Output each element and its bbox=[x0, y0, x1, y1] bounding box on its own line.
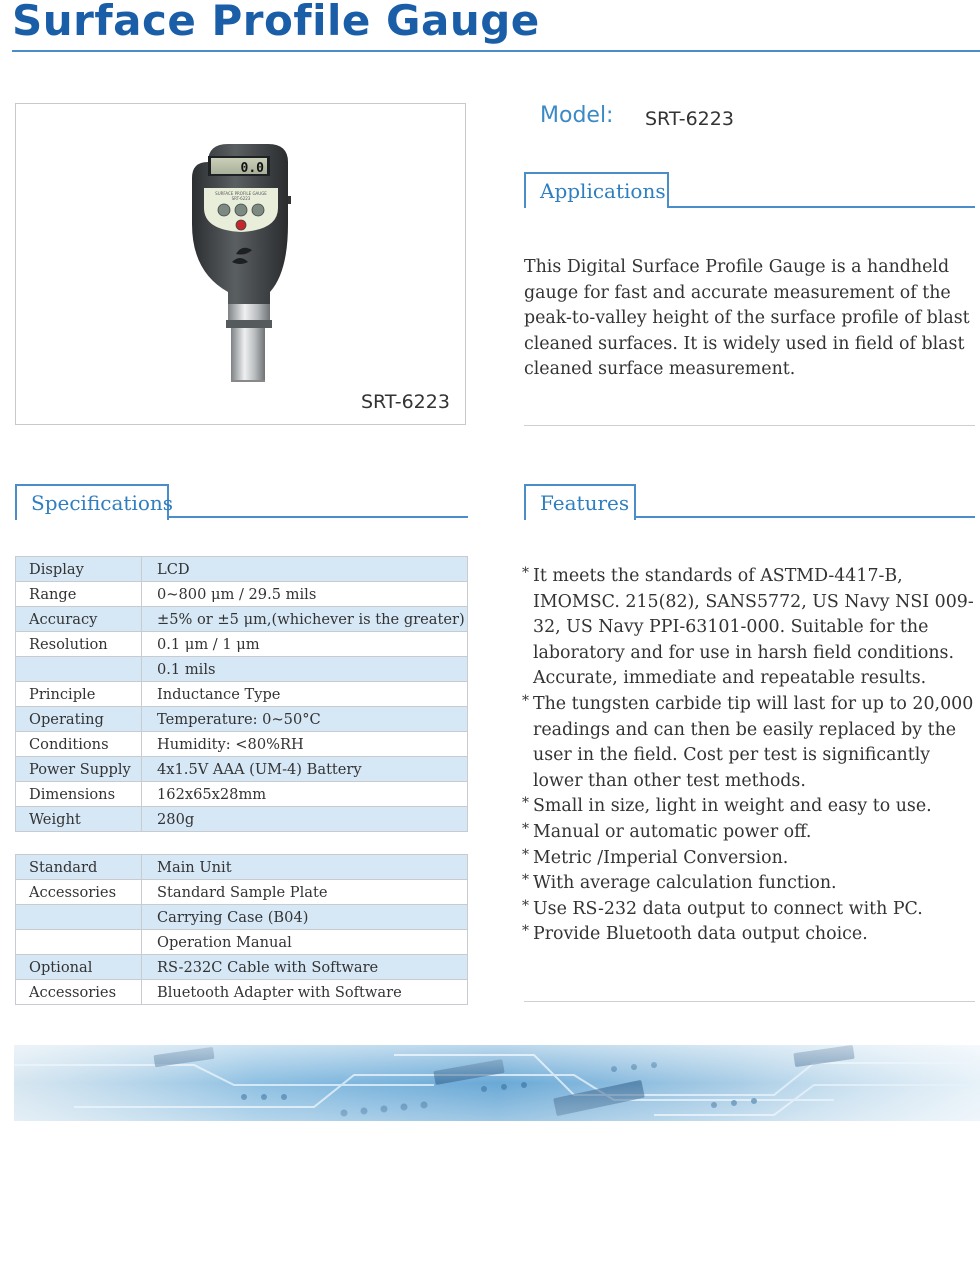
accessory-value: Bluetooth Adapter with Software bbox=[142, 980, 468, 1005]
feature-item bbox=[522, 922, 980, 948]
feature-item bbox=[522, 564, 980, 692]
table-row bbox=[16, 707, 468, 732]
spec-label: Dimensions bbox=[16, 782, 142, 807]
product-image-frame bbox=[15, 103, 466, 425]
spec-label: Resolution bbox=[16, 632, 142, 657]
feature-text: Metric /Imperial Conversion. bbox=[533, 847, 789, 868]
spec-label: Operating bbox=[16, 707, 142, 732]
feature-item bbox=[522, 820, 980, 846]
accessory-label bbox=[16, 930, 142, 955]
table-row bbox=[16, 757, 468, 782]
accessories-table bbox=[15, 854, 468, 1005]
table-row bbox=[16, 880, 468, 905]
accessory-value: RS-232C Cable with Software bbox=[142, 955, 468, 980]
accessory-value: Operation Manual bbox=[142, 930, 468, 955]
bullet-star: * bbox=[522, 795, 529, 812]
table-row bbox=[16, 855, 468, 880]
applications-divider bbox=[524, 425, 975, 426]
feature-text: Manual or automatic power off. bbox=[533, 821, 812, 842]
spec-value: 280g bbox=[142, 807, 468, 832]
spec-value: 162x65x28mm bbox=[142, 782, 468, 807]
accessory-label: Standard bbox=[16, 855, 142, 880]
spec-label: Principle bbox=[16, 682, 142, 707]
table-row bbox=[16, 557, 468, 582]
table-row bbox=[16, 732, 468, 757]
spec-label: Display bbox=[16, 557, 142, 582]
spec-label bbox=[16, 657, 142, 682]
feature-text: The tungsten carbide tip will last for up to 20,000 readings and can then be easily replaced by the user in the field. Cost per test is significantly lower than other test methods. bbox=[533, 693, 974, 791]
accessory-value: Main Unit bbox=[142, 855, 468, 880]
specifications-table bbox=[15, 556, 468, 832]
table-row bbox=[16, 807, 468, 832]
feature-item bbox=[522, 846, 980, 872]
svg-text:SRT-6223: SRT-6223 bbox=[231, 196, 251, 201]
spec-value: LCD bbox=[142, 557, 468, 582]
spec-label: Accuracy bbox=[16, 607, 142, 632]
gauge-product-image bbox=[16, 104, 467, 426]
specifications-heading: Specifications bbox=[15, 484, 169, 520]
bullet-star: * bbox=[522, 897, 529, 914]
bullet-star: * bbox=[522, 565, 529, 581]
bullet-star: * bbox=[522, 872, 529, 889]
bullet-star: * bbox=[522, 692, 529, 709]
features-list bbox=[522, 564, 980, 948]
accessory-label: Accessories bbox=[16, 880, 142, 905]
page-title: Surface Profile Gauge bbox=[12, 0, 540, 45]
bullet-star: * bbox=[522, 923, 529, 940]
features-heading-underline bbox=[634, 516, 975, 518]
title-divider bbox=[12, 50, 980, 52]
table-row bbox=[16, 905, 468, 930]
applications-heading: Applications bbox=[524, 172, 669, 208]
bullet-star: * bbox=[522, 846, 529, 863]
feature-text: Small in size, light in weight and easy to use. bbox=[533, 796, 932, 817]
table-row bbox=[16, 980, 468, 1005]
table-row bbox=[16, 955, 468, 980]
spec-value: ±5% or ±5 μm,(whichever is the greater) bbox=[142, 607, 468, 632]
specifications-heading-underline bbox=[167, 516, 468, 518]
spec-value: 0~800 μm / 29.5 mils bbox=[142, 582, 468, 607]
accessory-value: Standard Sample Plate bbox=[142, 880, 468, 905]
accessory-value: Carrying Case (B04) bbox=[142, 905, 468, 930]
table-row bbox=[16, 632, 468, 657]
feature-item bbox=[522, 692, 980, 794]
accessory-label bbox=[16, 905, 142, 930]
feature-item bbox=[522, 871, 980, 897]
circuit-board-banner bbox=[14, 1045, 980, 1121]
spec-value: Temperature: 0~50°C bbox=[142, 707, 468, 732]
applications-text: This Digital Surface Profile Gauge is a handheld gauge for fast and accurate measurement of the peak-to-valley height of the surface profile of blast cleaned surfaces. It is widely used in field of blast cleaned surface measurement. bbox=[524, 257, 970, 380]
accessory-label: Optional bbox=[16, 955, 142, 980]
table-row bbox=[16, 930, 468, 955]
spec-label: Conditions bbox=[16, 732, 142, 757]
applications-heading-underline bbox=[667, 206, 975, 208]
feature-text: Provide Bluetooth data output choice. bbox=[533, 924, 868, 945]
spec-label: Power Supply bbox=[16, 757, 142, 782]
table-row bbox=[16, 607, 468, 632]
model-value: SRT-6223 bbox=[645, 108, 734, 130]
lcd-reading: 0.0 bbox=[240, 161, 264, 176]
svg-text:SURFACE PROFILE GAUGE: SURFACE PROFILE GAUGE bbox=[215, 191, 267, 196]
table-row bbox=[16, 682, 468, 707]
bullet-star: * bbox=[522, 820, 529, 837]
feature-text: It meets the standards of ASTMD-4417-B, IMOMSC. 215(82), SANS5772, US Navy NSI 009-32, US Navy PPI-63101-000. Suitable for the laboratory and for use in harsh field conditions. Accurate, immediate and repeatable results. bbox=[533, 566, 974, 689]
feature-item bbox=[522, 897, 980, 923]
spec-value: Humidity: <80%RH bbox=[142, 732, 468, 757]
model-label: Model: bbox=[540, 103, 614, 128]
spec-value: 4x1.5V AAA (UM-4) Battery bbox=[142, 757, 468, 782]
table-row bbox=[16, 582, 468, 607]
spec-value: 0.1 μm / 1 μm bbox=[142, 632, 468, 657]
accessory-label: Accessories bbox=[16, 980, 142, 1005]
product-caption: SRT-6223 bbox=[361, 391, 450, 413]
features-divider bbox=[524, 1001, 975, 1002]
table-row bbox=[16, 657, 468, 682]
spec-value: 0.1 mils bbox=[142, 657, 468, 682]
table-row bbox=[16, 782, 468, 807]
feature-item bbox=[522, 794, 980, 820]
features-heading: Features bbox=[524, 484, 636, 520]
feature-text: With average calculation function. bbox=[533, 873, 837, 894]
feature-text: Use RS-232 data output to connect with PC. bbox=[533, 898, 923, 919]
spec-value: Inductance Type bbox=[142, 682, 468, 707]
spec-label: Range bbox=[16, 582, 142, 607]
spec-label: Weight bbox=[16, 807, 142, 832]
